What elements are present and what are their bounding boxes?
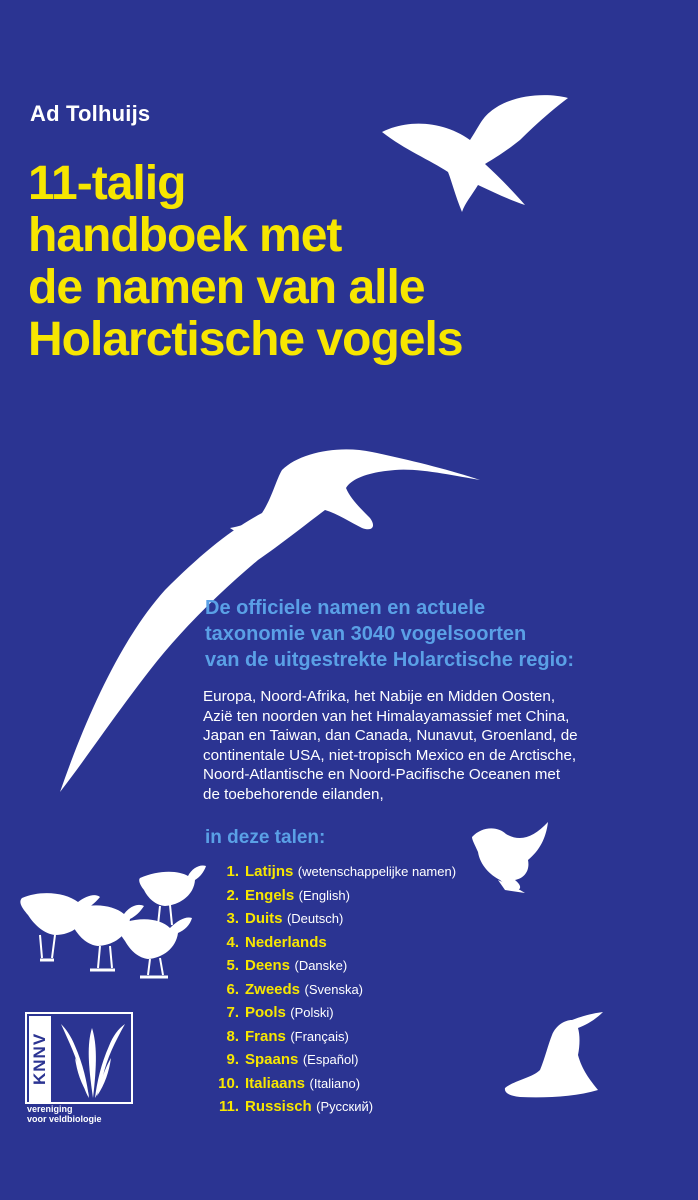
- language-item: [203, 931, 456, 955]
- intro-line: van de uitgestrekte Holarctische regio:: [205, 649, 575, 671]
- logo-caption: [27, 1104, 147, 1124]
- logo-caption-line: voor veldbiologie: [27, 1114, 102, 1124]
- language-native-name: (English): [298, 887, 350, 903]
- language-name: Frans: [245, 1027, 286, 1045]
- description-line: Japan en Taiwan, dan Canada, Nunavut, Groenland, de: [203, 727, 578, 745]
- language-native-name: (Polski): [290, 1005, 334, 1020]
- language-item: [203, 1048, 456, 1072]
- language-number: 9.: [226, 1051, 239, 1068]
- language-number: 5.: [226, 957, 239, 974]
- language-name: Pools: [245, 1004, 286, 1021]
- language-item: [203, 860, 456, 884]
- language-item: [203, 954, 456, 978]
- description-line: de toebehorende eilanden,: [203, 785, 384, 803]
- logo-caption-line: vereniging: [27, 1104, 73, 1114]
- diver-icon: [505, 1012, 603, 1097]
- language-item: [203, 884, 456, 908]
- description-line: continentale USA, niet-tropisch Mexico en de Arctische,: [203, 746, 577, 764]
- language-item: [203, 978, 456, 1002]
- language-name: Spaans: [245, 1051, 299, 1068]
- plant-logo-icon: [55, 1018, 129, 1102]
- language-native-name: (Français): [290, 1028, 349, 1044]
- language-item: [203, 1001, 456, 1025]
- intro-text: [205, 595, 685, 673]
- language-name: Russisch: [245, 1098, 312, 1115]
- language-number: 8.: [226, 1027, 239, 1045]
- language-name: Duits: [245, 910, 283, 927]
- language-number: 2.: [226, 886, 239, 904]
- language-number: 3.: [226, 910, 239, 927]
- dipper-icon: [472, 822, 548, 893]
- language-native-name: (Italiano): [309, 1075, 361, 1091]
- language-item: [203, 1025, 456, 1049]
- language-number: 4.: [226, 933, 239, 951]
- language-native-name: (Svenska): [304, 981, 364, 997]
- language-item: [203, 907, 456, 931]
- description-line: Azië ten noorden van het Himalayamassief met China,: [203, 707, 570, 725]
- languages-heading: in deze talen:: [205, 827, 326, 848]
- language-number: 11.: [218, 1098, 239, 1115]
- language-native-name: (Русский): [316, 1099, 374, 1114]
- language-name: Engels: [245, 886, 295, 904]
- languages-list: [203, 860, 456, 1119]
- language-number: 7.: [226, 1004, 239, 1021]
- language-native-name: (Deutsch): [286, 911, 344, 926]
- description-line: Noord-Atlantische en Noord-Pacifische Oceanen met: [203, 766, 561, 784]
- language-item: [203, 1095, 456, 1119]
- language-name: Italiaans: [245, 1074, 306, 1092]
- language-native-name: (Español): [302, 1052, 359, 1067]
- intro-line: taxonomie van 3040 vogelsoorten: [205, 623, 527, 645]
- logo-letters: KNNV: [29, 1016, 51, 1102]
- book-title: [28, 158, 548, 366]
- language-name: Nederlands: [245, 933, 327, 951]
- language-name: Zweeds: [245, 980, 301, 998]
- language-native-name: (Danske): [294, 958, 348, 973]
- title-line: de namen van alle: [28, 261, 425, 314]
- language-native-name: (wetenschappelijke namen): [297, 864, 457, 879]
- language-name: Deens: [245, 957, 291, 974]
- language-item: [203, 1072, 456, 1096]
- title-line: handboek met: [28, 209, 342, 262]
- publisher-logo: [25, 1012, 133, 1122]
- logo-frame: [25, 1012, 133, 1104]
- intro-line: De officiele namen en actuele: [205, 597, 486, 619]
- language-number: 10.: [218, 1074, 239, 1092]
- author-name: Ad Tolhuijs: [30, 101, 151, 126]
- language-number: 1.: [226, 863, 239, 880]
- title-line: Holarctische vogels: [28, 313, 463, 366]
- description-line: Europa, Noord-Afrika, het Nabije en Midden Oosten,: [203, 688, 556, 705]
- title-line: 11-talig: [28, 157, 186, 210]
- region-description: [203, 687, 689, 805]
- language-number: 6.: [226, 980, 239, 998]
- language-name: Latijns: [245, 863, 294, 880]
- sandpipers-icon: [20, 865, 206, 977]
